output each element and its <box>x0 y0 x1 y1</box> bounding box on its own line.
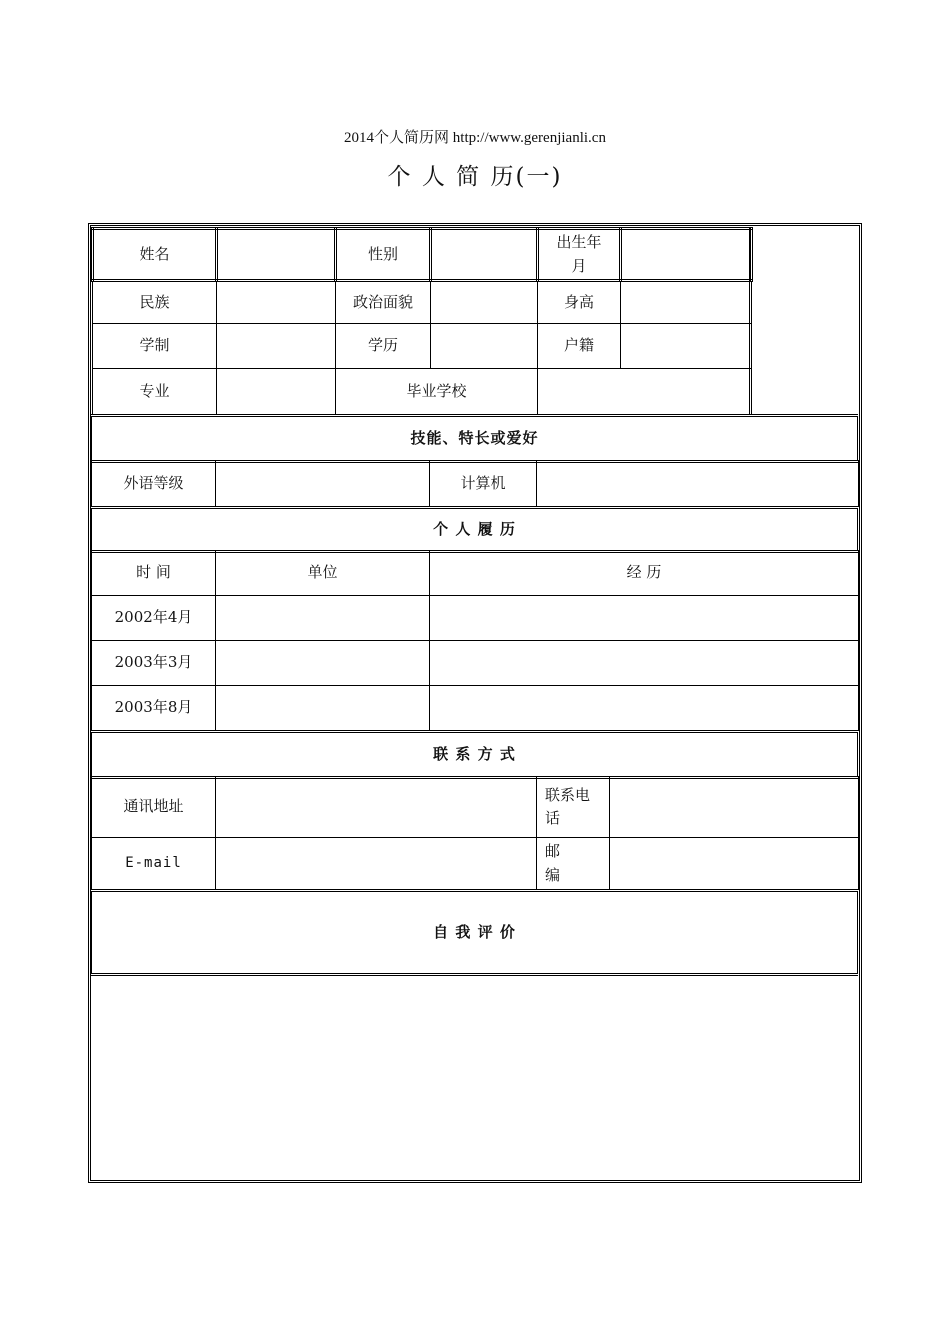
history-time: 2003年8月 <box>92 686 216 731</box>
height-label: 身高 <box>538 281 621 324</box>
political-value[interactable] <box>431 281 538 324</box>
history-time: 2002年4月 <box>92 596 216 641</box>
self-eval-title: 自 我 评 价 <box>92 891 858 975</box>
political-label: 政治面貌 <box>336 281 431 324</box>
computer-label: 计算机 <box>430 461 537 507</box>
history-time: 2003年3月 <box>92 641 216 686</box>
name-label: 姓名 <box>93 229 217 281</box>
history-col-experience: 经 历 <box>430 551 859 596</box>
table-row <box>92 596 859 641</box>
language-value[interactable] <box>216 461 430 507</box>
skills-title: 技能、特长或爱好 <box>92 416 858 462</box>
schooling-label: 学制 <box>93 324 217 369</box>
contact-table <box>91 776 859 890</box>
major-value[interactable] <box>217 369 336 415</box>
email-value[interactable] <box>216 838 537 890</box>
site-line: 2014个人简历网 http://www.gerenjianli.cn <box>344 130 606 146</box>
household-label: 户籍 <box>538 324 621 369</box>
history-col-unit: 单位 <box>216 551 430 596</box>
major-label: 专业 <box>93 369 217 415</box>
education-label: 学历 <box>336 324 431 369</box>
address-label: 通讯地址 <box>92 777 216 838</box>
language-label: 外语等级 <box>92 461 216 507</box>
height-value[interactable] <box>621 281 752 324</box>
postcode-value[interactable] <box>610 838 859 890</box>
name-value[interactable] <box>217 229 336 281</box>
contact-title: 联 系 方 式 <box>92 732 858 778</box>
schooling-value[interactable] <box>217 324 336 369</box>
table-row <box>92 686 859 731</box>
address-value[interactable] <box>216 777 537 838</box>
table-row <box>92 641 859 686</box>
self-eval-section-header <box>91 889 858 976</box>
email-label: E-mail <box>92 838 216 890</box>
history-unit[interactable] <box>216 641 430 686</box>
gender-label: 性别 <box>336 229 431 281</box>
history-experience[interactable] <box>430 641 859 686</box>
school-value[interactable] <box>538 369 752 415</box>
computer-value[interactable] <box>537 461 859 507</box>
history-section-header <box>91 506 858 553</box>
gender-value[interactable] <box>431 229 538 281</box>
history-unit[interactable] <box>216 596 430 641</box>
school-label: 毕业学校 <box>336 369 538 415</box>
skills-table <box>91 460 859 507</box>
history-table <box>91 550 859 731</box>
education-value[interactable] <box>431 324 538 369</box>
skills-section-header <box>91 414 858 463</box>
history-title: 个 人 履 历 <box>92 508 858 552</box>
document-title: 个 人 简 历(一) <box>387 164 563 190</box>
basic-info-table <box>91 227 753 415</box>
postcode-label: 邮编 <box>537 838 610 890</box>
ethnicity-label: 民族 <box>93 281 217 324</box>
birth-label: 出生年月 <box>538 229 621 281</box>
photo-area[interactable] <box>749 228 857 414</box>
history-experience[interactable] <box>430 596 859 641</box>
history-experience[interactable] <box>430 686 859 731</box>
phone-label: 联系电话 <box>537 777 610 838</box>
contact-section-header <box>91 730 858 779</box>
self-eval-content[interactable] <box>91 973 858 1179</box>
history-unit[interactable] <box>216 686 430 731</box>
household-value[interactable] <box>621 324 752 369</box>
phone-value[interactable] <box>610 777 859 838</box>
birth-value[interactable] <box>621 229 752 281</box>
ethnicity-value[interactable] <box>217 281 336 324</box>
history-col-time: 时 间 <box>92 551 216 596</box>
